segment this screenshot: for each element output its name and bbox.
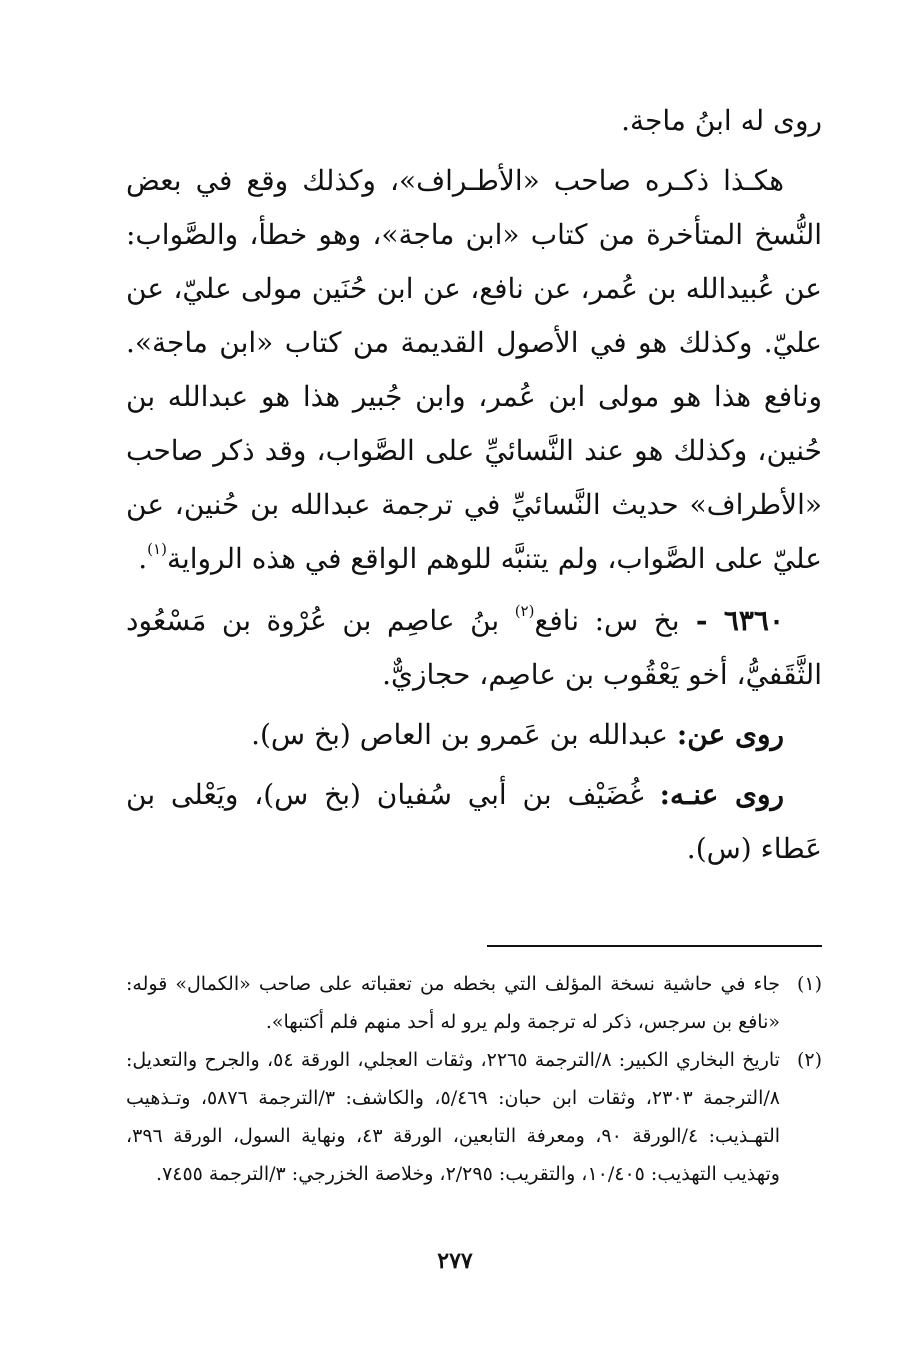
entry-head: بخ س: نافع: [534, 604, 680, 637]
biography-entry: [126, 594, 822, 702]
commentary-end: .: [138, 542, 148, 575]
footnote-number: (٢): [796, 1049, 822, 1071]
footnote-text: جاء في حاشية نسخة المؤلف التي بخطه من تعقباته على صاحب «الكمال» قوله: «نافع بن سرجس، ذكر له ترجمة ولم يرو له أحد منهم فلم أكتبها».: [126, 973, 780, 1033]
entry-number: ٦٣٦٠: [723, 604, 784, 637]
narrated-from-label: روى عن:: [676, 718, 784, 751]
paragraph-commentary: [126, 154, 822, 586]
narrated-by-line: [126, 768, 822, 876]
footnote-number: (١): [796, 973, 822, 995]
footnote-2: [126, 1041, 822, 1193]
footnote-1: [126, 965, 822, 1041]
footnote-ref-2[interactable]: (٢): [514, 602, 535, 620]
footnotes: [126, 965, 822, 1193]
page-number: ٢٧٧: [437, 1248, 473, 1274]
narrated-from-text: عبدالله بن عَمرو بن العاص (بخ س).: [251, 718, 677, 751]
footnote-divider: [487, 945, 822, 947]
footnote-text: تاريخ البخاري الكبير: ٨/الترجمة ٢٢٦٥، وثقات العجلي، الورقة ٥٤، والجرح والتعديل: ٨/الترجمة ٢٣٠٣، وثقات ابن حبان: ٥/٤٦٩، والكاشف: ٣/الترجمة ٥٨٧٦، وتـذهيب التهـذيب: ٤/الورقة ٩٠، ومعرفة التابعين، الورقة ٤٣، ونهاية السول، الورقة ٣٩٦، وتهذيب التهذيب: ١٠/٤٠٥، والتقريب: ٢/٢٩٥، وخلاصة الخزرجي: ٣/الترجمة ٧٤٥٥.: [126, 1049, 781, 1185]
commentary-text: هكـذا ذكـره صاحب «الأطـراف»، وكذلك وقع في بعض النُّسخ المتأخرة من كتاب «ابن ماجة»، وهو خطأ، والصَّواب: عن عُبيدالله بن عُمر، عن نافع، عن ابن حُنَين مولى عليّ، عن عليّ. وكذلك هو في الأصول القديمة من كتاب «ابن ماجة». ونافع هذا هو مولى ابن عُمر، وابن جُبير هذا هو عبدالله بن حُنين، وكذلك هو عند النَّسائيِّ على الصَّواب، وقد ذكر صاحب «الأطراف» حديث النَّسائيِّ في ترجمة عبدالله بن حُنين، عن عليّ على الصَّواب، ولم يتنبَّه للوهم الواقع في هذه الرواية: [126, 164, 822, 575]
footnote-ref-1[interactable]: (١): [147, 540, 167, 558]
narrated-from-line: [126, 708, 822, 762]
main-text: [126, 94, 822, 876]
entry-dash: -: [679, 604, 724, 637]
narrated-by-label: روى عنـه:: [659, 778, 784, 811]
narrated-by-text: غُضَيْف بن أبي سُفيان (بخ س)، ويَعْلى بن عَطاء (س).: [126, 778, 822, 865]
intro-line: روى له ابنُ ماجة.: [621, 104, 822, 137]
entry-rest: بنُ عاصِم بن عُرْوة بن مَسْعُود الثَّقَفيُّ، أخو يَعْقُوب بن عاصِم، حجازيٌّ.: [126, 604, 822, 691]
